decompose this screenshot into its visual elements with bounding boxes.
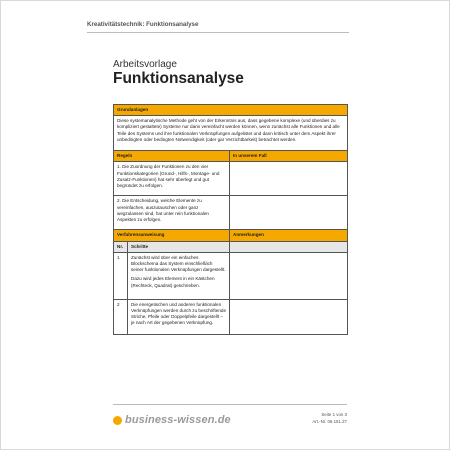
rule-row — [114, 162, 348, 196]
header-divider — [87, 32, 349, 33]
grundlagen-text-row — [114, 116, 348, 151]
step-text-cell — [128, 299, 230, 334]
step-row — [114, 299, 348, 334]
brand-name: business-wissen.de — [125, 414, 231, 426]
rule-answer-cell[interactable] — [230, 196, 348, 230]
step-paragraph: Zunächst wird über ein einfaches Blockschema das System einschließlich seiner funktionalen Verknüpfungen dargestellt. — [131, 254, 226, 273]
schritte-label: Schritte — [128, 241, 230, 252]
brand-dot-icon — [113, 416, 122, 425]
nr-label: Nr. — [114, 241, 128, 252]
rule-text: 1. Die Zuordnung der Funktionen zu den vier Funktionskategorien (Grund-, Hilfs-, Montage- und Zusatz-Funktionen) hat sehr überlegt und gut begründet zu erfolgen. — [114, 162, 230, 196]
brand-logo — [113, 414, 231, 426]
grundlagen-text: Diese systemanalytische Methode geht von der Erkenntnis aus, dass gegebene komplexe (und überdies zu kompliziert gestaltete) Systeme nur dann vereinfacht werden können, wenn zunächst alle Funktionen und alle Teile des Systems und ihre funktionalen Verknüpfungen aufgelistet und dann kritisch unter dem Aspekt ihrer unbedingten oder bedingten Notwendigkeit (oder gar Verzichtbarkeit) betrachtet werden. — [114, 116, 348, 151]
step-note-cell[interactable] — [230, 252, 348, 299]
verfahren-header-row — [114, 230, 348, 241]
in-unserem-fall-label: In unserem Fall — [230, 151, 348, 162]
article-number: Art.-Nr. 06.151.27 — [312, 419, 347, 425]
regeln-header-row — [114, 151, 348, 162]
step-number: 1 — [114, 252, 128, 299]
verfahren-label: Verfahrensanweisung — [114, 230, 230, 241]
rule-text: 2. Die Entscheidung, welche Elemente zu vereinfachen, auszutauschen oder ganz wegzulassen sind, hat unter rein funktionalen Aspekten zu erfolgen. — [114, 196, 230, 230]
document-type: Arbeitsvorlage — [113, 59, 177, 70]
running-header: Kreativitätstechnik: Funktionsanalyse — [87, 21, 199, 28]
rule-answer-cell[interactable] — [230, 162, 348, 196]
rule-row — [114, 196, 348, 230]
anmerkungen-label: Anmerkungen — [230, 230, 348, 241]
page-title: Funktionsanalyse — [113, 70, 244, 87]
page-number: Seite 1 von 3 — [321, 412, 347, 417]
step-note-cell[interactable] — [230, 299, 348, 334]
anmerkungen-subheader-cell — [230, 241, 348, 252]
steps-subheader-row — [114, 241, 348, 252]
grundlagen-header-row — [114, 105, 348, 116]
step-paragraph: Dazu wird jedes Element in ein Kästchen (Rechteck, Quadrat) geschrieben. — [131, 276, 215, 288]
page-info — [300, 411, 347, 426]
worksheet-table — [113, 104, 348, 335]
regeln-label: Regeln — [114, 151, 230, 162]
step-text-cell — [128, 252, 230, 299]
footer-divider — [113, 404, 347, 405]
step-number: 2 — [114, 299, 128, 334]
step-row — [114, 252, 348, 299]
grundlagen-label: Grundanlagen — [114, 105, 348, 116]
step-paragraph: Die energetischen und anderen funktionalen Verknüpfungen werden durch zu beschriftende Striche, Pfeile oder Doppelpfeile dargestellt – je nach Art der gegebenen Verknüpfung. — [131, 301, 227, 326]
